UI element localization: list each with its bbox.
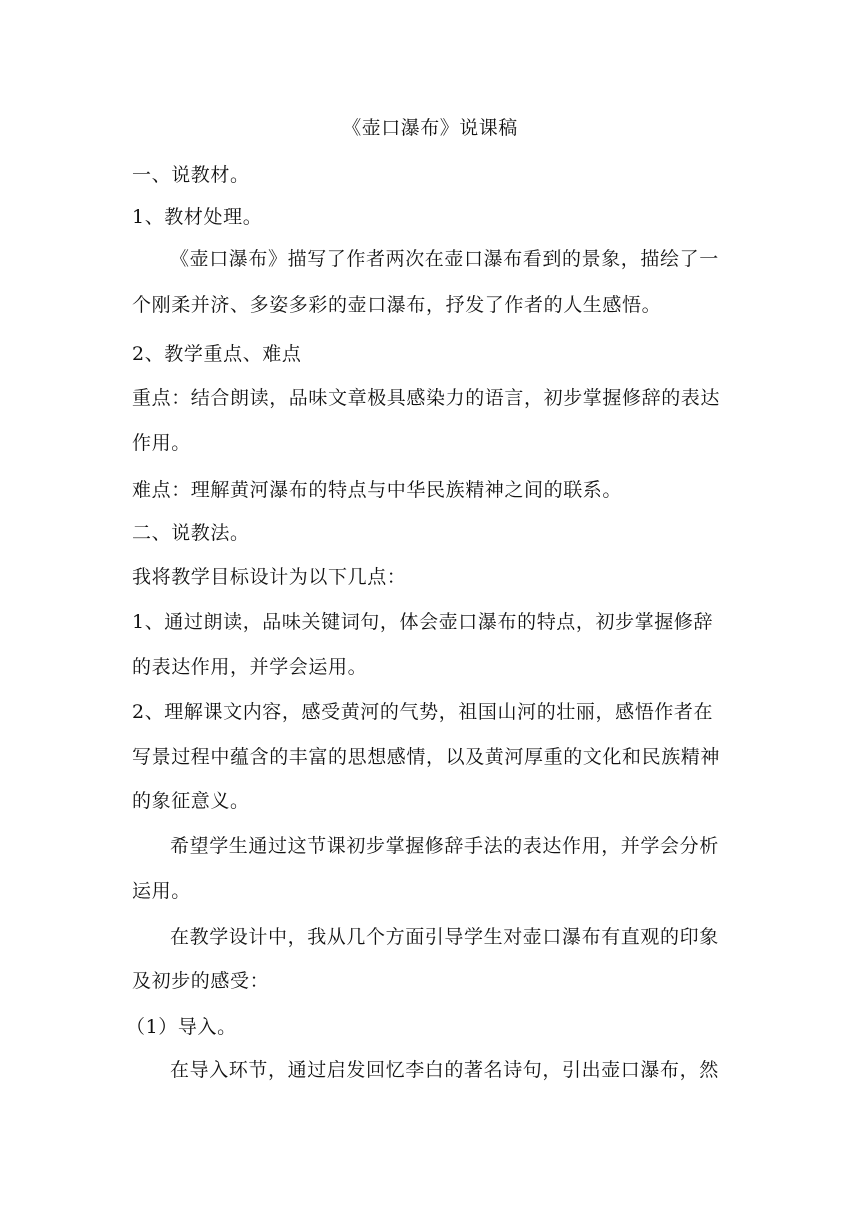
paragraph-line: 及初步的感受： — [132, 970, 270, 992]
paragraph-line: 运用。 — [132, 880, 191, 902]
paragraph-line: 在教学设计中，我从几个方面引导学生对壶口瀑布有直观的印象 — [170, 926, 719, 948]
subheading-key-points: 2、教学重点、难点 — [132, 343, 302, 365]
paragraph-line: 难点：理解黄河瀑布的特点与中华民族精神之间的联系。 — [132, 479, 623, 501]
paragraph-line: 在导入环节，通过启发回忆李白的著名诗句，引出壶口瀑布，然 — [170, 1059, 719, 1081]
document-title: 《壶口瀑布》说课稿 — [342, 117, 518, 139]
paragraph-line: 2、理解课文内容，感受黄河的气势，祖国山河的壮丽，感悟作者在 — [132, 701, 714, 723]
paragraph-line: 重点：结合朗读，品味文章极具感染力的语言，初步掌握修辞的表达 — [132, 387, 721, 409]
paragraph-line: 希望学生通过这节课初步掌握修辞手法的表达作用，并学会分析 — [170, 835, 719, 857]
paragraph-line: 《壶口瀑布》描写了作者两次在壶口瀑布看到的景象，描绘了一 — [170, 248, 719, 270]
section-heading-methods: 二、说教法。 — [132, 522, 250, 544]
paragraph-line: 的象征意义。 — [132, 790, 250, 812]
paragraph-line: 的表达作用，并学会运用。 — [132, 656, 368, 678]
paragraph-line: 1、通过朗读，品味关键词句，体会壶口瀑布的特点，初步掌握修辞 — [132, 611, 714, 633]
paragraph-line: 个刚柔并济、多姿多彩的壶口瀑布，抒发了作者的人生感悟。 — [132, 294, 662, 316]
paragraph-line: 我将教学目标设计为以下几点： — [132, 566, 407, 588]
section-heading-textbook: 一、说教材。 — [132, 164, 250, 186]
paragraph-line: 作用。 — [132, 432, 191, 454]
subheading-material-handling: 1、教材处理。 — [132, 206, 263, 228]
paragraph-line: 写景过程中蕴含的丰富的思想感情，以及黄河厚重的文化和民族精神 — [132, 746, 721, 768]
subheading-introduction: （1）导入。 — [126, 1016, 237, 1038]
